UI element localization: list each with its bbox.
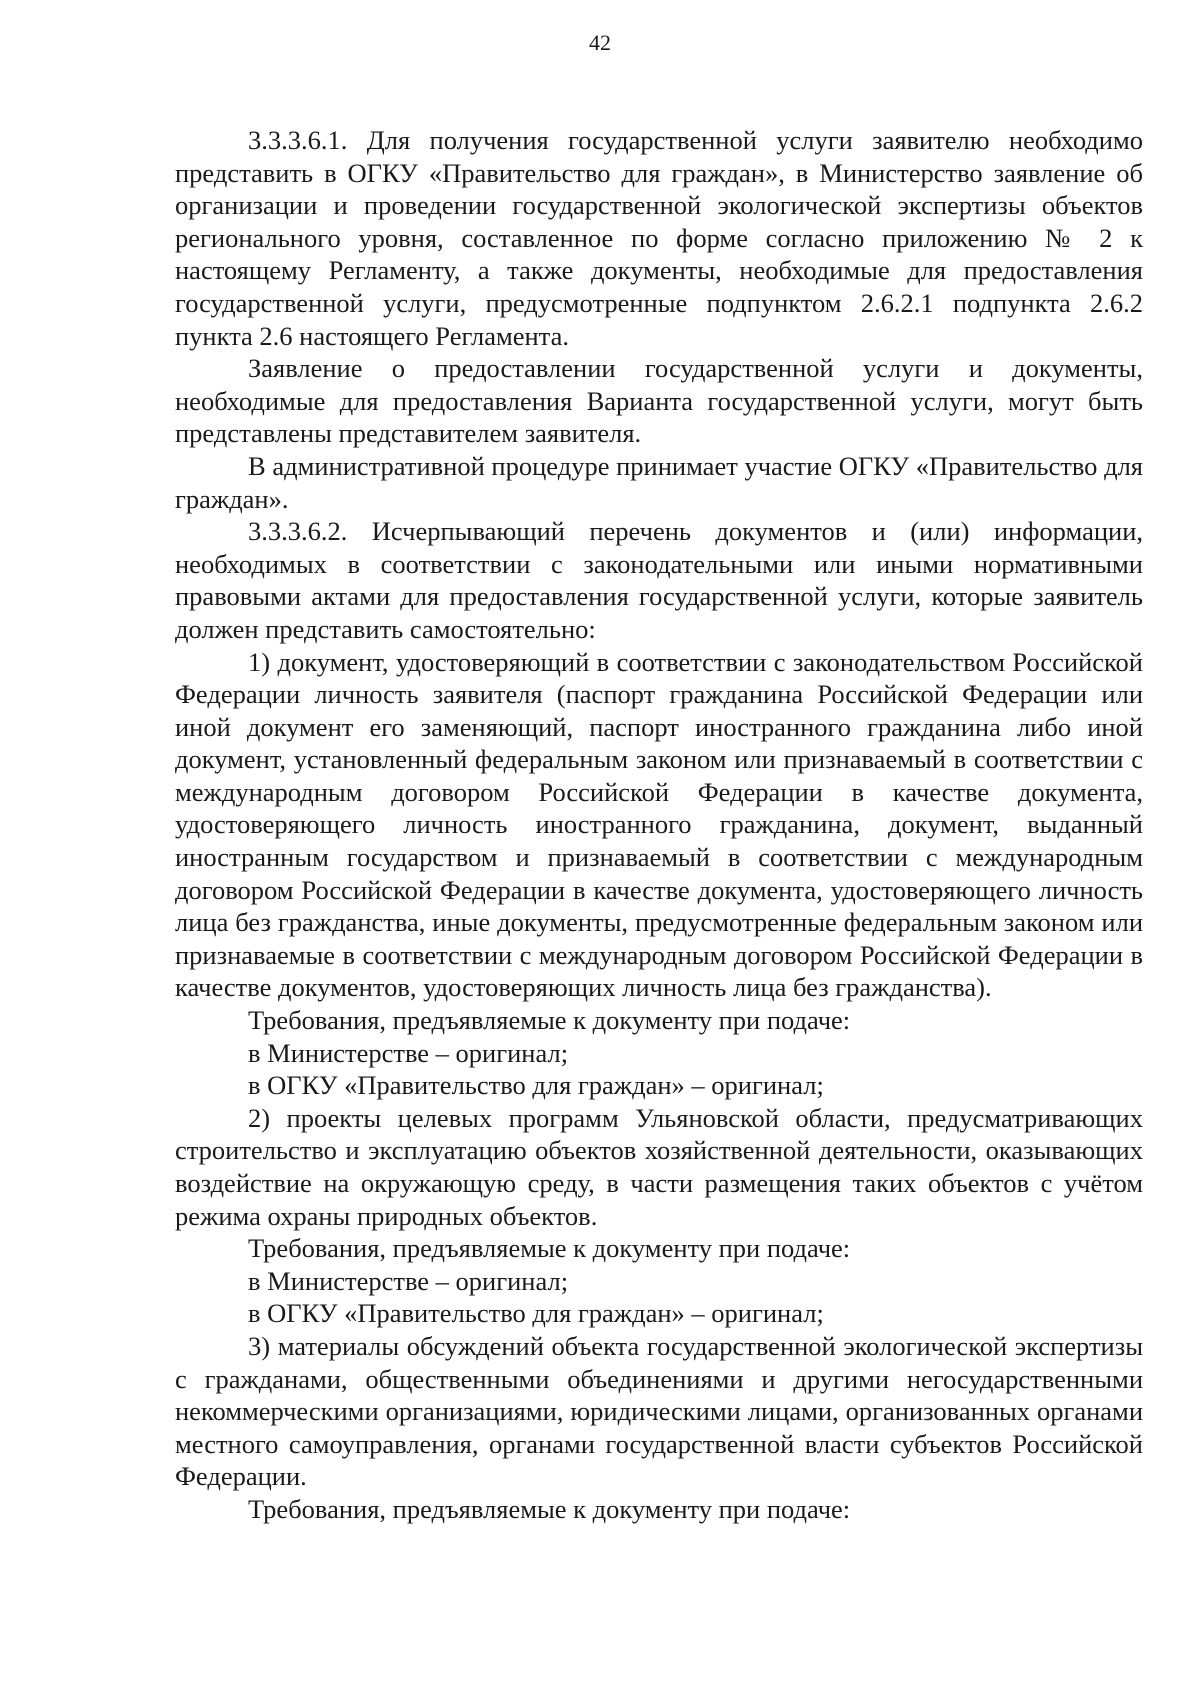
- list-item-3: 3) материалы обсуждений объекта государственной экологической экспертизы с гражданами, общественными объединениями и другими негосударственными некоммерческими организациями, юридическими лицами, организованных органами местного самоуправления, органами государственной власти субъектов Российской Федерации.: [175, 1330, 1143, 1492]
- paragraph-participation: В административной процедуре принимает участие ОГКУ «Правительство для граждан».: [175, 450, 1143, 514]
- paragraph-representative: Заявление о предоставлении государственной услуги и документы, необходимые для предоставления Варианта государственной услуги, могут быть представлены представителем заявителя.: [175, 353, 1143, 449]
- requirement-ogku: в ОГКУ «Правительство для граждан» – оригинал;: [248, 1070, 824, 1101]
- requirement-ministry: в Министерстве – оригинал;: [248, 1037, 569, 1068]
- requirements-heading: Требования, предъявляемые к документу при подаче:: [248, 1233, 851, 1264]
- page-number: 42: [589, 30, 611, 55]
- requirement-ogku: в ОГКУ «Правительство для граждан» – оригинал;: [248, 1298, 824, 1329]
- requirements-heading: Требования, предъявляемые к документу при подаче:: [248, 1493, 851, 1524]
- document-body: [175, 124, 1143, 1526]
- list-item-1: 1) документ, удостоверяющий в соответствии с законодательством Российской Федерации личность заявителя (паспорт гражданина Российской Федерации или иной документ его заменяющий, паспорт иностранного гражданина либо иной документ, установленный федеральным законом или признаваемый в соответствии с международным договором Российской Федерации в качестве документа, удостоверяющего личность иностранного гражданина, документ, выданный иностранным государством и признаваемый в соответствии с международным договором Российской Федерации в качестве документа, удостоверяющего личность лица без гражданства, иные документы, предусмотренные федеральным законом или признаваемые в соответствии с международным договором Российской Федерации в качестве документов, удостоверяющих личность лица без гражданства).: [175, 646, 1143, 1003]
- requirements-heading: Требования, предъявляемые к документу при подаче:: [248, 1005, 851, 1036]
- paragraph-3-3-3-6-1: 3.3.3.6.1. Для получения государственной услуги заявителю необходимо представить в ОГКУ «Правительство для граждан», в Министерство заявление об организации и проведении государственной экологической экспертизы объектов регионального уровня, составленное по форме согласно приложению № 2 к настоящему Регламенту, а также документы, необходимые для предоставления государственной услуги, предусмотренные подпунктом 2.6.2.1 подпункта 2.6.2 пункта 2.6 настоящего Регламента.: [175, 125, 1143, 351]
- requirement-ministry: в Министерстве – оригинал;: [248, 1265, 569, 1296]
- list-item-2: 2) проекты целевых программ Ульяновской области, предусматривающих строительство и эксплуатацию объектов хозяйственной деятельности, оказывающих воздействие на окружающую среду, в части размещения таких объектов с учётом режима охраны природных объектов.: [175, 1102, 1143, 1231]
- paragraph-3-3-3-6-2: 3.3.3.6.2. Исчерпывающий перечень документов и (или) информации, необходимых в соответствии с законодательными или иными нормативными правовыми актами для предоставления государственной услуги, которые заявитель должен представить самостоятельно:: [175, 516, 1143, 644]
